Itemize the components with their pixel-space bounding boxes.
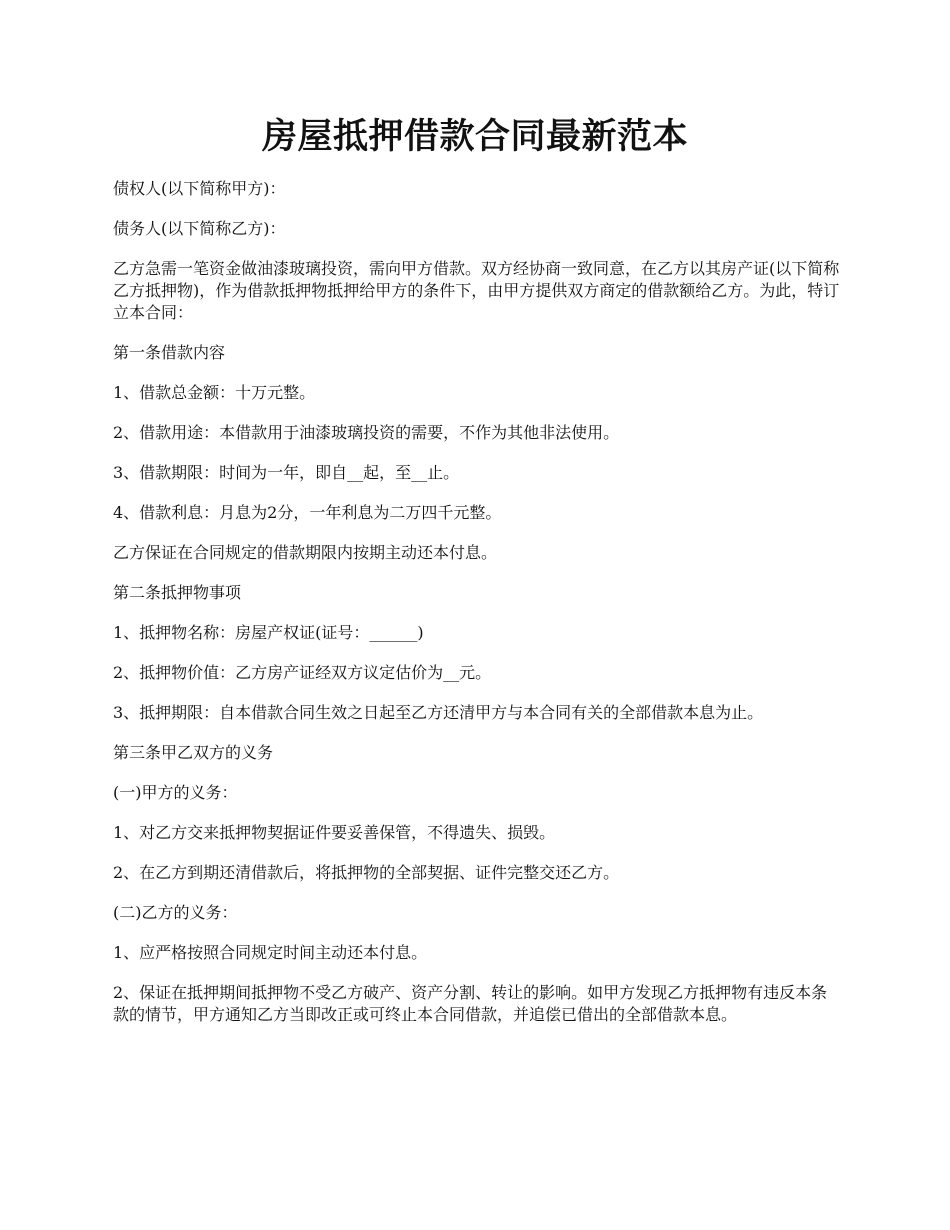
article-2-heading: 第二条抵押物事项	[113, 583, 242, 602]
debtor-line: 债务人(以下简称乙方)：	[113, 219, 286, 238]
loan-amount-clause: 1、借款总金额：十万元整。	[113, 383, 316, 402]
collateral-value-clause: 2、抵押物价值：乙方房产证经双方议定估价为__元。	[113, 663, 492, 682]
party-b-obligation-2: 2、保证在抵押期间抵押物不受乙方破产、资产分割、转让的影响。如甲方发现乙方抵押物有违反本条款的情节，甲方通知乙方当即改正或可终止本合同借款，并追偿已借出的全部借款本息。	[113, 983, 828, 1024]
party-a-obligation-1: 1、对乙方交来抵押物契据证件要妥善保管，不得遗失、损毁。	[113, 823, 556, 842]
preamble-paragraph: 乙方急需一笔资金做油漆玻璃投资，需向甲方借款。双方经协商一致同意，在乙方以其房产证(以下简称乙方抵押物)，作为借款抵押物抵押给甲方的条件下，由甲方提供双方商定的借款额给乙方。为此，特订立本合同：	[113, 259, 840, 322]
loan-purpose-clause: 2、借款用途：本借款用于油漆玻璃投资的需要，不作为其他非法使用。	[113, 423, 620, 442]
article-1-heading: 第一条借款内容	[113, 343, 226, 362]
repayment-guarantee-paragraph: 乙方保证在合同规定的借款期限内按期主动还本付息。	[113, 543, 498, 562]
party-a-obligation-2: 2、在乙方到期还清借款后，将抵押物的全部契据、证件完整交还乙方。	[113, 863, 620, 882]
loan-term-clause: 3、借款期限：时间为一年，即自__起，至__止。	[113, 463, 460, 482]
document-body	[113, 178, 841, 1044]
mortgage-term-clause: 3、抵押期限：自本借款合同生效之日起至乙方还清甲方与本合同有关的全部借款本息为止。	[113, 703, 764, 722]
collateral-name-clause: 1、抵押物名称：房屋产权证(证号：______)	[113, 623, 424, 642]
article-3-heading: 第三条甲乙双方的义务	[113, 743, 274, 762]
party-b-obligation-1: 1、应严格按照合同规定时间主动还本付息。	[113, 943, 428, 962]
creditor-line: 债权人(以下简称甲方)：	[113, 179, 286, 198]
party-b-obligations-heading: (二)乙方的义务：	[113, 903, 238, 922]
loan-interest-clause: 4、借款利息：月息为2分，一年利息为二万四千元整。	[113, 503, 502, 522]
document-title: 房屋抵押借款合同最新范本	[261, 116, 688, 157]
party-a-obligations-heading: (一)甲方的义务：	[113, 783, 238, 802]
